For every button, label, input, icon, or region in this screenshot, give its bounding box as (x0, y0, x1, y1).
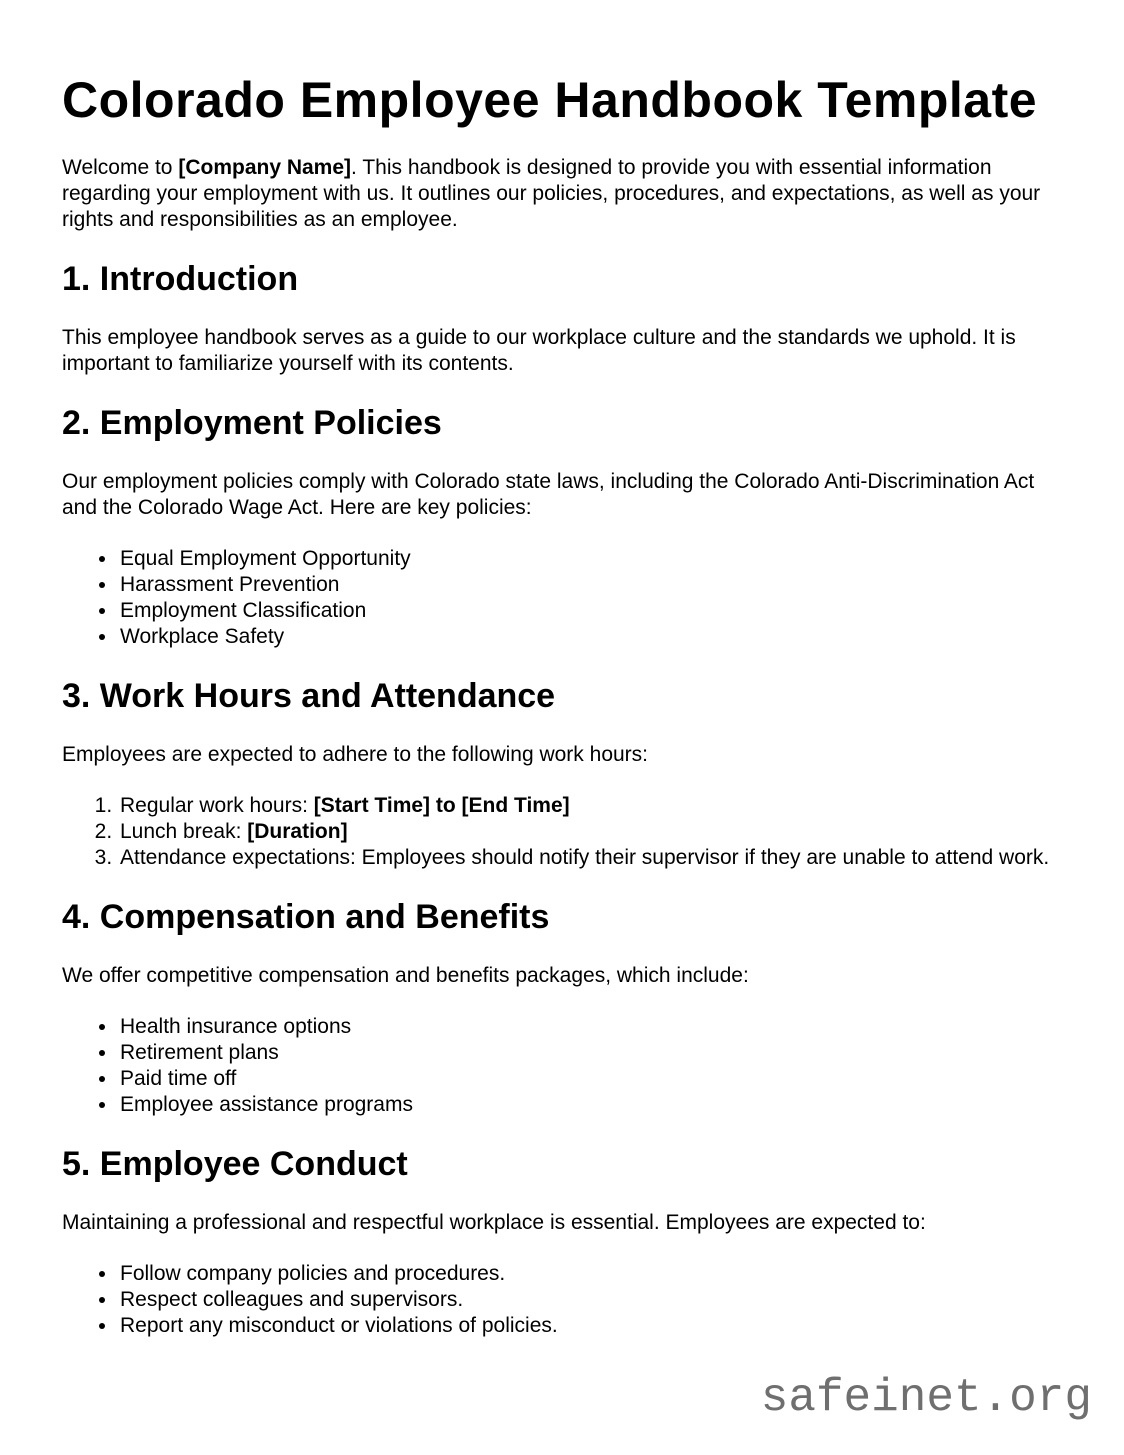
paragraph-employee-conduct: Maintaining a professional and respectful workplace is essential. Employees are expected to: (62, 1211, 926, 1234)
list-item (118, 845, 1062, 871)
intro-text-post: . This handbook is designed to provide you with essential information regarding your employment with us. It outlines our policies, procedures, and expectations, as well as your rights and responsibilities as an employee. (62, 156, 1041, 231)
list-item: • Harassment Prevention (118, 572, 1062, 598)
list-item: • Employee assistance programs (118, 1092, 1062, 1118)
list-item: • Paid time off (118, 1066, 1062, 1092)
list-item: • Health insurance options (118, 1014, 1062, 1040)
list-item (118, 793, 1062, 819)
paragraph-introduction: This employee handbook serves as a guide to our workplace culture and the standards we uphold. It is important to familiarize yourself with its contents. (62, 326, 1016, 375)
paragraph-work-hours: Employees are expected to adhere to the following work hours: (62, 743, 649, 766)
watermark-safeinet: safeinet.org (760, 1372, 1092, 1424)
company-name-placeholder: [Company Name] (178, 156, 352, 179)
list-employment-policies (62, 546, 1062, 650)
list-item: • Follow company policies and procedures. (118, 1261, 1062, 1287)
list-item: • Employment Classification (118, 598, 1062, 624)
section-introduction (62, 258, 1062, 377)
paragraph-compensation-benefits: We offer competitive compensation and benefits packages, which include: (62, 964, 749, 987)
start-end-time-placeholder: [Start Time] to [End Time] (313, 794, 570, 817)
list-compensation-benefits (62, 1014, 1062, 1118)
list-item-text: Attendance expectations: Employees should notify their supervisor if they are unable to attend work. (120, 846, 1050, 869)
heading-compensation-benefits: 4. Compensation and Benefits (62, 898, 550, 936)
list-item: • Respect colleagues and supervisors. (118, 1287, 1062, 1313)
heading-employee-conduct: 5. Employee Conduct (62, 1145, 408, 1183)
list-item: • Workplace Safety (118, 624, 1062, 650)
list-item (118, 819, 1062, 845)
section-work-hours (62, 675, 1062, 871)
heading-employment-policies: 2. Employment Policies (62, 404, 442, 442)
section-employment-policies (62, 402, 1062, 650)
list-item: • Retirement plans (118, 1040, 1062, 1066)
duration-placeholder: [Duration] (247, 820, 348, 843)
paragraph-employment-policies: Our employment policies comply with Colorado state laws, including the Colorado Anti-Discrimination Act and the Colorado Wage Act. Here are key policies: (62, 470, 1035, 519)
section-compensation-benefits (62, 896, 1062, 1118)
list-item: • Report any misconduct or violations of policies. (118, 1313, 1062, 1339)
section-employee-conduct (62, 1143, 1062, 1339)
list-employee-conduct (62, 1261, 1062, 1339)
heading-introduction: 1. Introduction (62, 260, 299, 298)
list-item-text: Regular work hours: (120, 794, 314, 817)
intro-paragraph (62, 155, 1062, 233)
list-item: • Equal Employment Opportunity (118, 546, 1062, 572)
page-title: Colorado Employee Handbook Template (62, 72, 1038, 128)
list-item-text: Lunch break: (120, 820, 248, 843)
list-work-hours (62, 793, 1062, 871)
intro-text-pre: Welcome to (62, 156, 179, 179)
heading-work-hours: 3. Work Hours and Attendance (62, 677, 556, 715)
